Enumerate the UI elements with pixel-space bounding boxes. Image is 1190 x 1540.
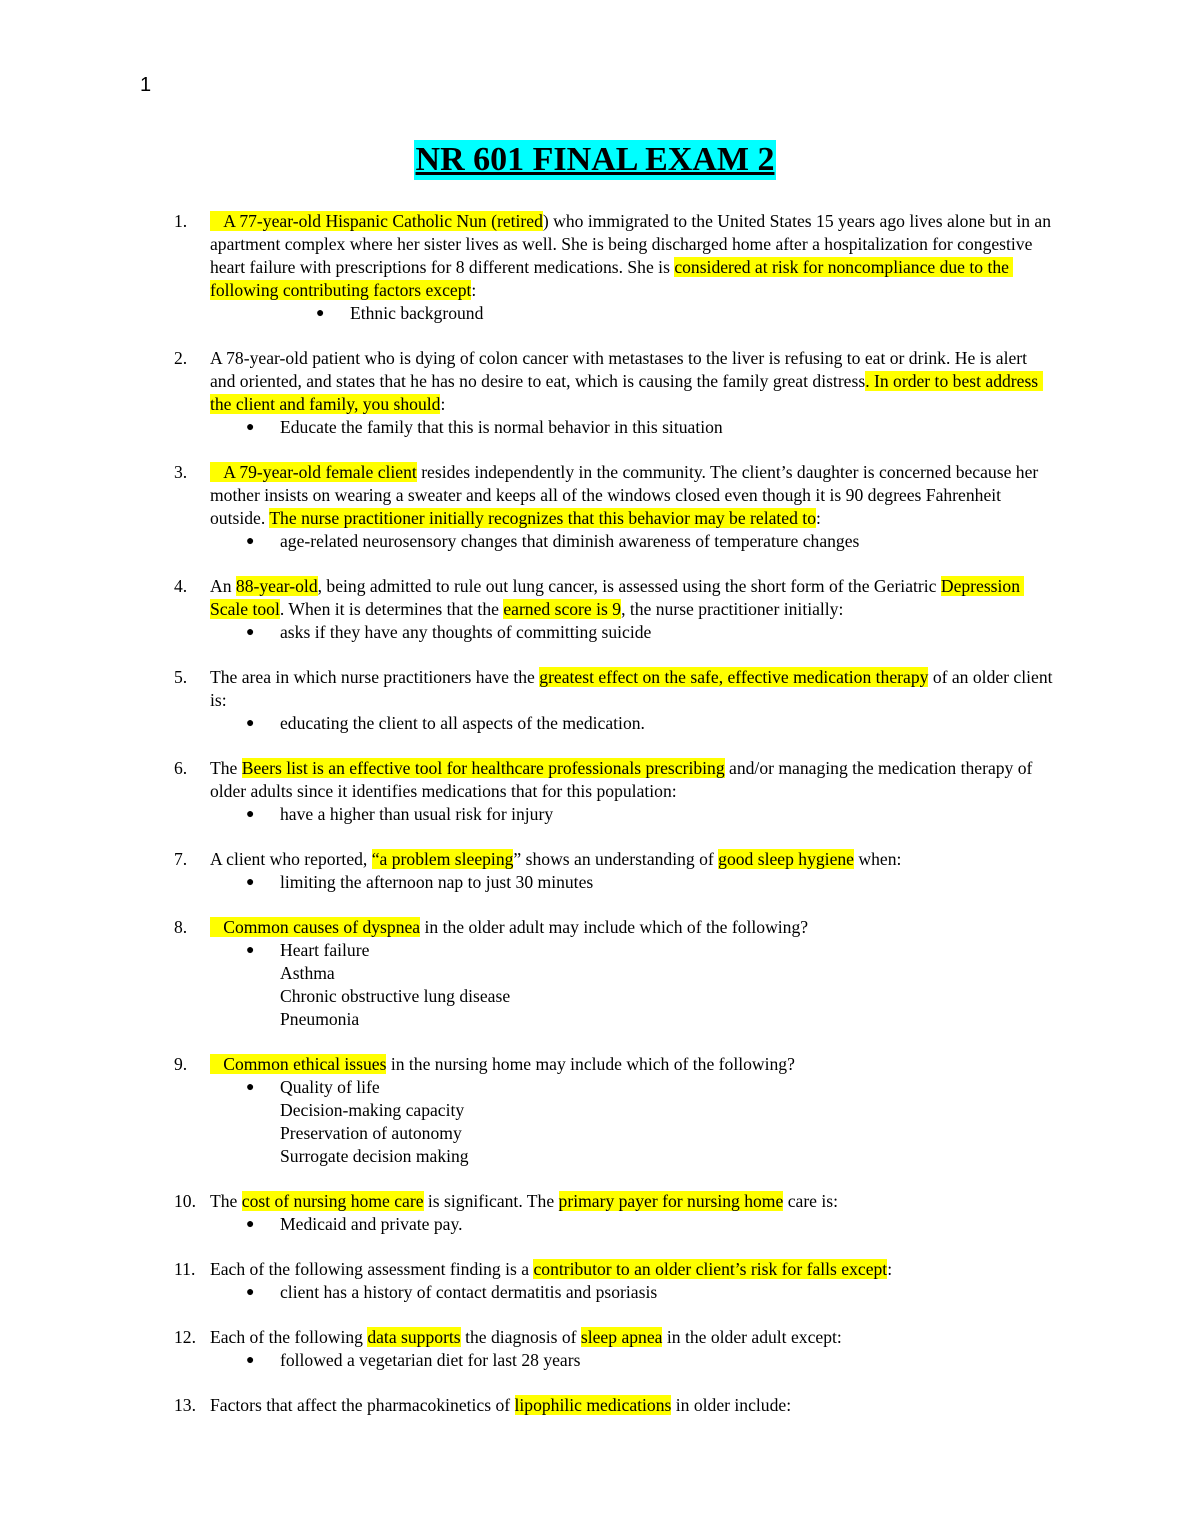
answer-list: [210, 621, 1054, 644]
answer-text: Quality of life: [280, 1077, 380, 1097]
answer-item: [246, 530, 1054, 553]
highlighted-text: cost of nursing home care: [241, 1191, 424, 1211]
highlighted-text: data supports: [367, 1327, 461, 1347]
question-item: [174, 757, 1054, 826]
highlighted-text: Common ethical issues: [210, 1054, 387, 1074]
highlighted-text: sleep apnea: [580, 1327, 663, 1347]
answer-text: limiting the afternoon nap to just 30 minutes: [280, 872, 594, 892]
highlighted-text: . In order to best address the client and family, you should: [210, 371, 1043, 414]
question-text: [210, 848, 1054, 871]
question-text-segment: is significant. The: [423, 1191, 559, 1211]
question-text: [210, 1326, 1054, 1349]
answer-list: [210, 1349, 1054, 1372]
answer-item: [280, 1008, 1054, 1031]
question-item: [174, 1394, 1054, 1417]
answer-item: [246, 1349, 1054, 1372]
question-text-segment: Each of the following assessment finding is a: [210, 1259, 534, 1279]
answer-item: [246, 416, 1054, 439]
question-item: [174, 1053, 1054, 1168]
answer-text: Surrogate decision making: [280, 1146, 469, 1166]
answer-text: client has a history of contact dermatitis and psoriasis: [280, 1282, 658, 1302]
question-number: 9.: [174, 1054, 188, 1074]
question-number: 8.: [174, 917, 188, 937]
highlighted-text: primary payer for nursing home: [558, 1191, 784, 1211]
bullet-icon: ●: [246, 534, 255, 549]
highlighted-text: Common causes of dyspnea: [210, 917, 421, 937]
bullet-icon: ●: [246, 420, 255, 435]
question-item: [174, 347, 1054, 439]
question-text-segment: :: [471, 280, 477, 300]
question-text: [210, 347, 1054, 416]
question-item: [174, 210, 1054, 325]
title-container: [0, 140, 1190, 180]
bullet-icon: ●: [246, 875, 255, 890]
question-text: [210, 757, 1054, 803]
answer-item: [246, 712, 1054, 735]
question-text-segment: resides independently in the community. The client’s daughter is concerned because her mother insists on wearing a sweater and keeps all of the windows closed even though it is 90 degrees Fahrenheit outside.: [210, 462, 1043, 528]
answer-item: [280, 1099, 1054, 1122]
answer-text: have a higher than usual risk for injury: [280, 804, 554, 824]
question-text-segment: in the older adult except:: [662, 1327, 842, 1347]
answer-item: [246, 803, 1054, 826]
question-item: [174, 575, 1054, 644]
highlighted-text: Depression Scale tool: [210, 576, 1025, 619]
answer-text: Preservation of autonomy: [280, 1123, 462, 1143]
question-text: [210, 575, 1054, 621]
bullet-icon: ●: [246, 1080, 255, 1095]
bullet-icon: ●: [246, 1217, 255, 1232]
highlighted-text: earned score is 9: [503, 599, 622, 619]
highlighted-text: considered at risk for noncompliance due to the following contributing factors except: [210, 257, 1014, 300]
question-text-segment: The: [210, 758, 242, 778]
question-text-segment: Factors that affect the pharmacokinetics of: [210, 1395, 515, 1415]
question-number: 2.: [174, 348, 188, 368]
question-text-segment: The area in which nurse practitioners have the: [210, 667, 540, 687]
answer-list: [210, 1076, 1054, 1168]
question-text: [210, 916, 1054, 939]
question-list: [174, 210, 1057, 1439]
question-text-segment: An: [210, 576, 236, 596]
question-text-segment: :: [887, 1259, 893, 1279]
answer-list: [210, 712, 1054, 735]
bullet-icon: ●: [246, 1285, 255, 1300]
bullet-icon: ●: [246, 807, 255, 822]
question-item: [174, 848, 1054, 894]
answer-text: Medicaid and private pay.: [280, 1214, 463, 1234]
question-number: 3.: [174, 462, 188, 482]
highlighted-text: greatest effect on the safe, effective medication therapy: [539, 667, 929, 687]
question-item: [174, 461, 1054, 553]
answer-item: [280, 1145, 1054, 1168]
answer-text: Educate the family that this is normal behavior in this situation: [280, 417, 723, 437]
answer-text: Heart failure: [280, 940, 370, 960]
highlighted-text: contributor to an older client’s risk for falls except: [533, 1259, 888, 1279]
highlighted-text: Beers list is an effective tool for healthcare professionals prescribing: [241, 758, 725, 778]
question-text: [210, 461, 1054, 530]
answer-item: [246, 1213, 1054, 1236]
answer-text: educating the client to all aspects of the medication.: [280, 713, 645, 733]
question-number: 5.: [174, 667, 188, 687]
question-text-segment: Each of the following: [210, 1327, 368, 1347]
bullet-icon: ●: [246, 716, 255, 731]
bullet-icon: ●: [246, 625, 255, 640]
question-number: 11.: [174, 1259, 196, 1279]
highlighted-text: A 79-year-old female client: [210, 462, 417, 482]
document-title: NR 601 FINAL EXAM 2: [415, 141, 775, 178]
answer-item: [280, 1122, 1054, 1145]
question-number: 1.: [174, 211, 188, 231]
question-number: 7.: [174, 849, 188, 869]
question-number: 6.: [174, 758, 188, 778]
answer-list: [210, 416, 1054, 439]
page-number: 1: [140, 74, 152, 96]
question-number: 12.: [174, 1327, 196, 1347]
answer-text: followed a vegetarian diet for last 28 years: [280, 1350, 581, 1370]
question-text-segment: :: [440, 394, 446, 414]
question-text-segment: when:: [853, 849, 902, 869]
highlighted-text: “a problem sleeping: [371, 849, 514, 869]
answer-text: Decision-making capacity: [280, 1100, 465, 1120]
bullet-icon: ●: [316, 306, 325, 321]
highlighted-text: good sleep hygiene: [718, 849, 854, 869]
question-text: [210, 1258, 1054, 1281]
question-item: [174, 1326, 1054, 1372]
answer-text: Asthma: [280, 963, 335, 983]
question-text-segment: ” shows an understanding of: [513, 849, 719, 869]
answer-text: Chronic obstructive lung disease: [280, 986, 511, 1006]
question-text-segment: care is:: [783, 1191, 839, 1211]
answer-item: [280, 985, 1054, 1008]
question-number: 13.: [174, 1395, 196, 1415]
answer-item: [246, 939, 1054, 962]
answer-list: [210, 1281, 1054, 1304]
answer-list: [210, 871, 1054, 894]
question-item: [174, 1190, 1054, 1236]
question-text-segment: in the nursing home may include which of the following?: [386, 1054, 795, 1074]
bullet-icon: ●: [246, 943, 255, 958]
question-item: [174, 666, 1057, 735]
answer-item: [280, 962, 1054, 985]
bullet-icon: ●: [246, 1353, 255, 1368]
question-text-segment: The: [210, 1191, 242, 1211]
question-text-segment: in older include:: [671, 1395, 792, 1415]
question-number: 4.: [174, 576, 188, 596]
question-text-segment: in the older adult may include which of the following?: [420, 917, 809, 937]
answer-list: [210, 302, 1054, 325]
question-text-segment: :: [816, 508, 821, 528]
question-text: [210, 666, 1057, 712]
answer-text: Pneumonia: [280, 1009, 360, 1029]
answer-item: [246, 1076, 1054, 1099]
question-text-segment: the diagnosis of: [460, 1327, 581, 1347]
highlighted-text: A 77-year-old Hispanic Catholic Nun (retired: [210, 211, 543, 231]
answer-text: age-related neurosensory changes that diminish awareness of temperature changes: [280, 531, 860, 551]
answer-item: [246, 621, 1054, 644]
question-number: 10.: [174, 1191, 196, 1211]
question-text-segment: A 78-year-old patient who is dying of colon cancer with metastases to the liver is refusing to eat or drink. He is alert and oriented, and states that he has no desire to eat, which is causing the family great distress: [210, 348, 1032, 391]
answer-item: [316, 302, 1054, 325]
question-text: [210, 1190, 1054, 1213]
answer-item: [246, 871, 1054, 894]
question-text-segment: and/or managing the medication therapy of older adults since it identifies medications that for this population:: [210, 758, 1037, 801]
question-text: [210, 210, 1054, 302]
answer-list: [210, 1213, 1054, 1236]
question-text-segment: A client who reported,: [210, 849, 372, 869]
question-text-segment: . When it is determines that the: [279, 599, 504, 619]
answer-list: [210, 530, 1054, 553]
question-item: [174, 916, 1054, 1031]
question-text: [210, 1053, 1054, 1076]
highlighted-text: 88-year-old: [235, 576, 318, 596]
highlighted-text: The nurse practitioner initially recognizes that this behavior may be related to: [269, 508, 816, 528]
question-text-segment: of an older client is:: [210, 667, 1057, 710]
question-text-segment: , being admitted to rule out lung cancer, is assessed using the short form of the Geriatric: [317, 576, 941, 596]
answer-list: [210, 939, 1054, 1031]
highlighted-text: lipophilic medications: [514, 1395, 672, 1415]
question-text: [210, 1394, 1054, 1417]
question-text-segment: ) who immigrated to the United States 15 years ago lives alone but in an apartment complex where her sister lives as well. She is being discharged home after a hospitalization for congestive heart failure with prescriptions for 8 different medications. She is: [210, 211, 1056, 277]
answer-text: asks if they have any thoughts of committing suicide: [280, 622, 652, 642]
answer-item: [246, 1281, 1054, 1304]
question-item: [174, 1258, 1054, 1304]
question-text-segment: , the nurse practitioner initially:: [621, 599, 844, 619]
answer-text: Ethnic background: [350, 303, 484, 323]
answer-list: [210, 803, 1054, 826]
